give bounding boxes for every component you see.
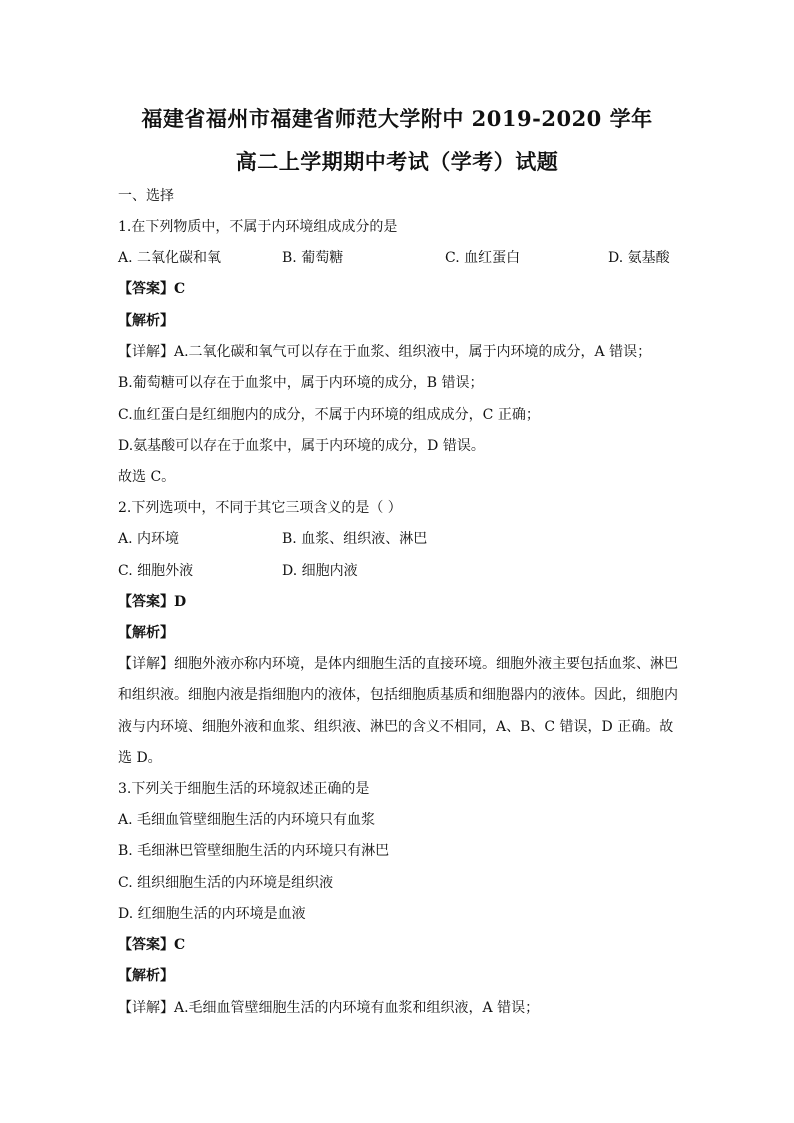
- question-1-analysis-label: 【解析】: [118, 313, 174, 329]
- question-2-analysis-label: 【解析】: [118, 625, 174, 641]
- question-1-conclusion: 故选 C。: [118, 469, 176, 485]
- question-1-option-c: C. 血红蛋白: [445, 250, 521, 266]
- question-3-detail-line: 【详解】A.毛细血管壁细胞生活的内环境有血浆和组织液，A 错误；: [118, 1000, 540, 1016]
- question-2-option-a: A. 内环境: [118, 531, 180, 547]
- question-2-option-d: D. 细胞内液: [282, 563, 358, 579]
- question-3-option-c: C. 组织细胞生活的内环境是组织液: [118, 875, 334, 891]
- question-3-option-d: D. 红细胞生活的内环境是血液: [118, 906, 306, 922]
- question-1-detail-line: D.氨基酸可以存在于血浆中，属于内环境的成分，D 错误。: [118, 438, 485, 454]
- question-2-detail-line: 选 D。: [118, 750, 162, 766]
- question-1-detail-line: 【详解】A.二氧化碳和氧气可以存在于血浆、组织液中，属于内环境的成分，A 错误；: [118, 344, 652, 360]
- question-2-answer: 【答案】D: [118, 594, 187, 610]
- question-1-option-d: D. 氨基酸: [608, 250, 670, 266]
- question-3-option-b: B. 毛细淋巴管壁细胞生活的内环境只有淋巴: [118, 843, 390, 859]
- question-1-option-b: B. 葡萄糖: [282, 250, 344, 266]
- question-2-detail-line: 和组织液。细胞内液是指细胞内的液体，包括细胞质基质和细胞器内的液体。因此，细胞内: [118, 687, 678, 703]
- question-2-detail-line: 【详解】细胞外液亦称内环境，是体内细胞生活的直接环境。细胞外液主要包括血浆、淋巴: [118, 656, 678, 672]
- question-3-analysis-label: 【解析】: [118, 968, 174, 984]
- page-title-line1: 福建省福州市福建省师范大学附中 2019-2020 学年: [141, 106, 653, 131]
- question-1-detail-line: B.葡萄糖可以存在于血浆中，属于内环境的成分，B 错误；: [118, 375, 484, 391]
- question-1-stem: 1.在下列物质中，不属于内环境组成成分的是: [118, 219, 398, 235]
- question-2-detail-line: 液与内环境、细胞外液和血浆、组织液、淋巴的含义不相同，A、B、C 错误，D 正确。故: [118, 719, 674, 735]
- question-1-detail-line: C.血红蛋白是红细胞内的成分，不属于内环境的组成成分，C 正确；: [118, 407, 540, 423]
- question-1-option-a: A. 二氧化碳和氧: [118, 250, 222, 266]
- question-3-option-a: A. 毛细血管壁细胞生活的内环境只有血浆: [118, 812, 376, 828]
- question-3-stem: 3.下列关于细胞生活的环境叙述正确的是: [118, 781, 370, 797]
- question-2-option-c: C. 细胞外液: [118, 563, 194, 579]
- question-2-option-b: B. 血浆、组织液、淋巴: [282, 531, 428, 547]
- page-title-line2: 高二上学期期中考试（学考）试题: [235, 149, 559, 174]
- question-1-answer: 【答案】C: [118, 281, 186, 297]
- question-2-stem: 2.下列选项中，不同于其它三项含义的是（ ）: [118, 500, 402, 516]
- section-heading: 一、选择: [118, 188, 174, 204]
- question-3-answer: 【答案】C: [118, 937, 186, 953]
